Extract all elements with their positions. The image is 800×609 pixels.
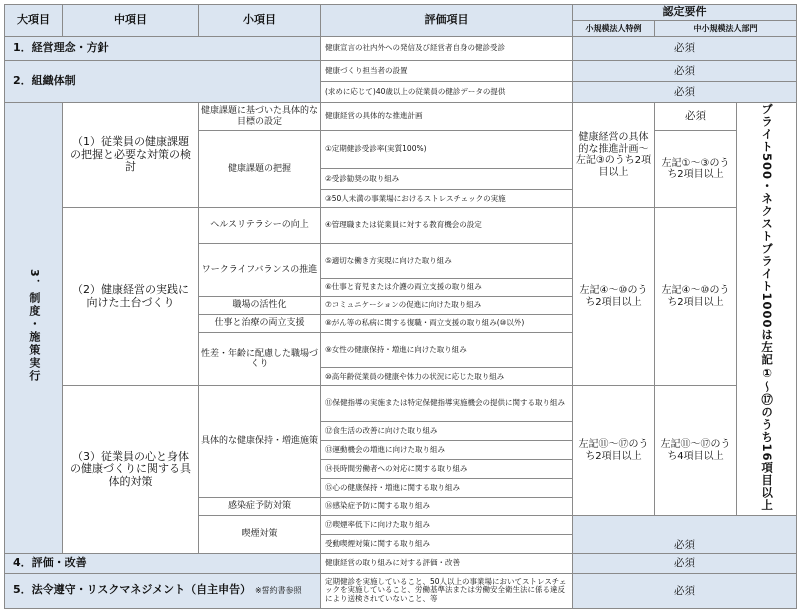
section-3-mid-2: （2）健康経営の実践に向けた土台づくり xyxy=(63,208,199,386)
section-3-mid-2-req-small: 左記④～⑩のうち2項目以上 xyxy=(573,208,655,386)
section-3-eval-4: ④管理職または従業員に対する教育機会の設定 xyxy=(321,208,573,243)
section-3-eval-10: ⑩高年齢従業員の健康や体力の状況に応じた取り組み xyxy=(321,368,573,386)
section-2-eval-1: 健康づくり担当者の設置 xyxy=(321,61,573,82)
section-3-mid-1-req-small: 健康経営の具体的な推進計画～左記③のうち2項目以上 xyxy=(573,103,655,208)
section-3-mid-3-req-sme: 左記⑪～⑰のうち4項目以上 xyxy=(655,386,737,515)
section-3-eval-17-group xyxy=(321,515,573,553)
section-5-req: 必須 xyxy=(573,573,797,608)
section-3-mid-3-req-common: 必須 xyxy=(573,515,797,553)
section-3-eval-15: ⑮心の健康保持・増進に関する取り組み xyxy=(321,478,572,497)
section-3-minor-workplace-activation: 職場の活性化 xyxy=(199,297,321,315)
section-1-req: 必須 xyxy=(573,37,797,61)
section-3-minor-gender-age: 性差・年齢に配慮した職場づくり xyxy=(199,333,321,386)
section-2-title: 2．組織体制 xyxy=(5,61,321,103)
section-3-eval-6: ⑥仕事と育児または介護の両立支援の取り組み xyxy=(321,279,573,297)
section-3-minor-health-issues: 健康課題の把握 xyxy=(199,131,321,208)
section-3-mid-2-req-sme: 左記④～⑩のうち2項目以上 xyxy=(655,208,737,386)
section-3-minor-health-measures: 具体的な健康保持・増進施策 xyxy=(199,386,321,497)
header-evaluation: 評価項目 xyxy=(321,5,573,37)
section-3-eval-3: ③50人未満の事業場におけるストレスチェックの実施 xyxy=(321,190,573,208)
section-3-eval-14: ⑭長時間労働者への対応に関する取り組み xyxy=(325,463,468,473)
section-3-minor-health-literacy: ヘルスリテラシーの向上 xyxy=(199,208,321,243)
section-2-req-2: 必須 xyxy=(573,82,797,103)
section-3-eval-8: ⑧がん等の私病に関する復職・両立支援の取り組み(⑩以外) xyxy=(321,315,573,333)
section-3-mid-3-req-small: 左記⑪～⑰のうち2項目以上 xyxy=(573,386,655,515)
section-5-eval: 定期健診を実施していること、50人以上の事業場においてストレスチェックを実施していること、労働基準法または労働安全衛生法に係る違反により送検されていないこと、等 xyxy=(321,573,573,608)
section-3-title: 3．制度・施策実行 xyxy=(5,103,63,554)
header-sme-corp: 中小規模法人部門 xyxy=(655,21,797,37)
section-1-eval: 健康宣言の社内外への発信及び経営者自身の健診受診 xyxy=(321,37,573,61)
section-4-title: 4．評価・改善 xyxy=(5,553,321,573)
section-3-eval-12-14 xyxy=(321,421,573,459)
section-5-title-text: 5．法令遵守・リスクマネジメント（自主申告） xyxy=(13,583,252,597)
section-2-eval-2: (求めに応じて)40歳以上の従業員の健診データの提供 xyxy=(321,82,573,103)
section-2-req-1: 必須 xyxy=(573,61,797,82)
section-5-title xyxy=(5,573,321,608)
section-3-minor-smoking: 喫煙対策 xyxy=(199,515,321,553)
section-3-minor-work-life-balance: ワークライフバランスの推進 xyxy=(199,243,321,296)
section-3-eval-9: ⑨女性の健康保持・増進に向けた取り組み xyxy=(321,333,573,368)
section-3-eval-14-15 xyxy=(321,459,573,497)
header-middle: 中項目 xyxy=(63,5,199,37)
section-3-eval-12: ⑫食生活の改善に向けた取り組み xyxy=(325,425,438,435)
section-3-mid-1-req-sme-items: 左記①～③のうち2項目以上 xyxy=(655,131,737,208)
section-3-minor-infection: 感染症予防対策 xyxy=(199,497,321,515)
section-3-eval-16: ⑯感染症予防に関する取り組み xyxy=(321,497,573,515)
certification-requirements-table xyxy=(4,4,797,609)
section-3-eval-passive-smoking: 受動喫煙対策に関する取り組み xyxy=(321,534,572,553)
section-3-minor-goal-setting: 健康課題に基づいた具体的な目標の設定 xyxy=(199,103,321,131)
section-3-mid-3: （3）従業員の心と身体の健康づくりに関する具体的対策 xyxy=(63,386,199,553)
section-3-eval-13: ⑬運動機会の増進に向けた取り組み xyxy=(321,440,572,459)
section-4-req: 必須 xyxy=(573,553,797,573)
section-3-eval-1: ①定期健診受診率(実質100%) xyxy=(321,131,573,169)
section-3-eval-7: ⑦コミュニケーションの促進に向けた取り組み xyxy=(321,297,573,315)
section-3-eval-11: ⑪保健指導の実施または特定保健指導実施機会の提供に関する取り組み xyxy=(321,386,573,421)
header-minor: 小項目 xyxy=(199,5,321,37)
header-major: 大項目 xyxy=(5,5,63,37)
section-3-eval-17: ⑰喫煙率低下に向けた取り組み xyxy=(325,519,430,529)
section-3-mid-1: （1）従業員の健康課題の把握と必要な対策の検討 xyxy=(63,103,199,208)
header-small-corp: 小規模法人特例 xyxy=(573,21,655,37)
section-1-title: 1．経営理念・方針 xyxy=(5,37,321,61)
section-3-eval-5: ⑤適切な働き方実現に向けた取り組み xyxy=(321,243,573,278)
section-3-mid-1-req-sme: 必須 xyxy=(655,103,737,131)
section-3-eval-plan: 健康経営の具体的な推進計画 xyxy=(321,103,573,131)
header-certification: 認定要件 xyxy=(573,5,797,21)
section-5-note: ※誓約書参照 xyxy=(254,586,302,596)
section-3-minor-work-treatment-balance: 仕事と治療の両立支援 xyxy=(199,315,321,333)
section-3-eval-2: ②受診勧奨の取り組み xyxy=(321,169,573,190)
bright-500-requirement: ブライト500・ネクストブライト1000は左記①～⑰のうち16項目以上 xyxy=(737,103,797,516)
section-4-eval: 健康経営の取り組みに対する評価・改善 xyxy=(321,553,573,573)
